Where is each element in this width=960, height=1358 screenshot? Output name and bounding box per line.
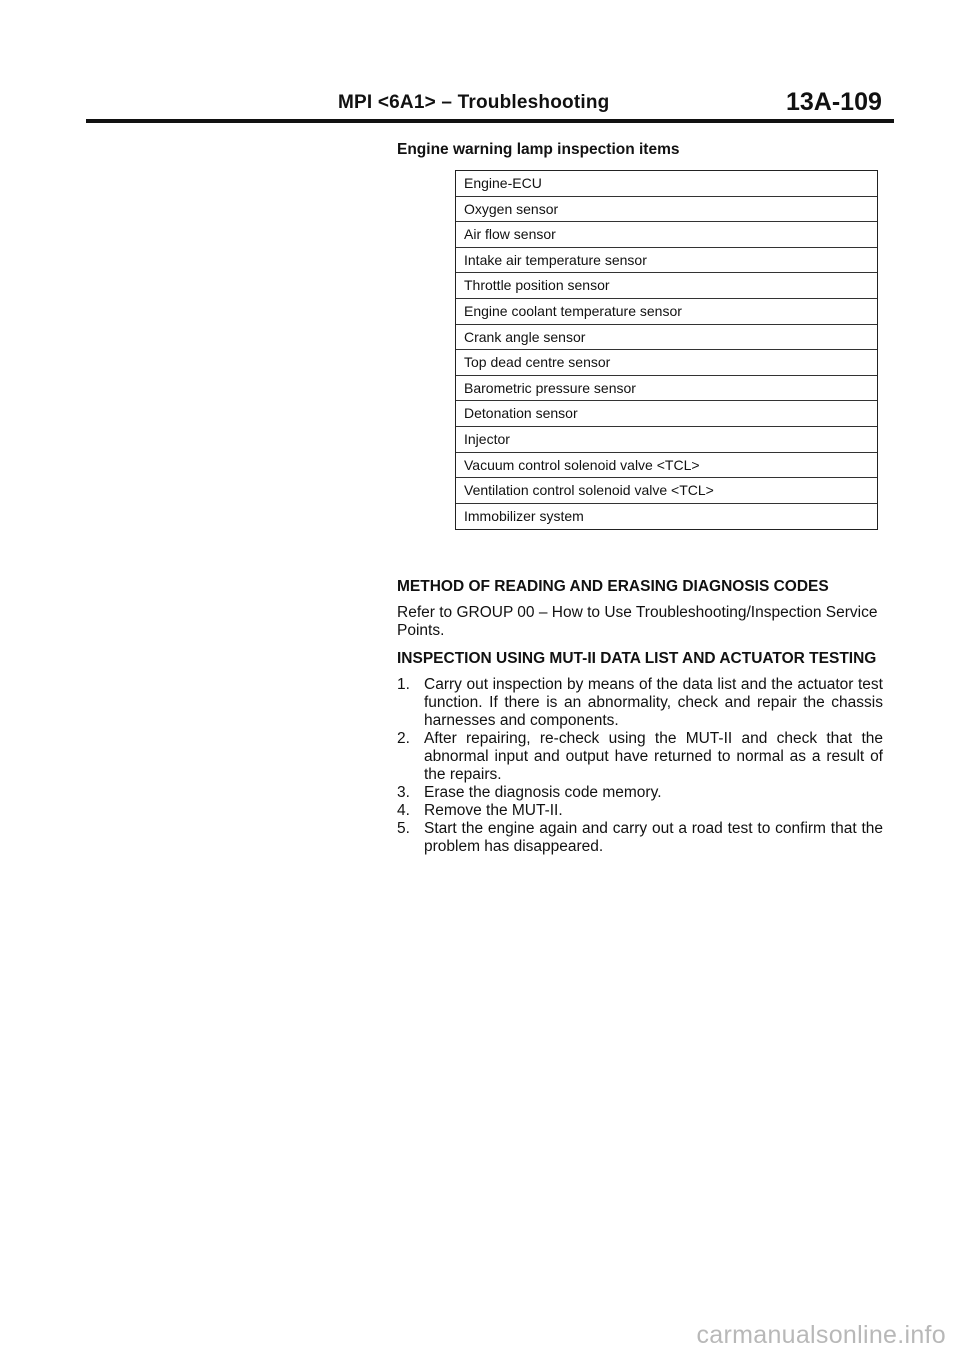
table-row: Top dead centre sensor <box>456 350 877 376</box>
mut-inspection-heading: INSPECTION USING MUT-II DATA LIST AND ACTUATOR TESTING <box>397 650 877 667</box>
table-row: Oxygen sensor <box>456 197 877 223</box>
step-number: 3. <box>397 784 410 801</box>
step-text: Carry out inspection by means of the data list and the actuator test function. If there is an abnormality, check and repair the chassis harnesses and components. <box>424 676 883 729</box>
watermark-link[interactable]: carmanualsonline.info <box>696 1321 946 1349</box>
list-item <box>397 820 883 856</box>
step-number: 5. <box>397 820 410 837</box>
list-item <box>397 802 883 820</box>
step-text: Remove the MUT-II. <box>424 802 563 819</box>
step-text: After repairing, re-check using the MUT-II and check that the abnormal input and output have returned to normal as a result of the repairs. <box>424 730 883 783</box>
table-row: Engine-ECU <box>456 171 877 197</box>
reading-erasing-text: Refer to GROUP 00 – How to Use Troubleshooting/Inspection Service Points. <box>397 604 878 639</box>
table-row: Throttle position sensor <box>456 273 877 299</box>
step-number: 4. <box>397 802 410 819</box>
page-number: 13A-109 <box>786 88 882 116</box>
table-row: Immobilizer system <box>464 507 584 524</box>
step-number: 1. <box>397 676 410 693</box>
table-row: Engine coolant temperature sensor <box>456 299 877 325</box>
procedure-content <box>397 578 883 856</box>
table-row: Barometric pressure sensor <box>456 376 877 402</box>
table-row: Vacuum control solenoid valve <TCL> <box>456 453 877 479</box>
table-row: Detonation sensor <box>456 401 877 427</box>
list-item <box>397 676 883 730</box>
lamp-items-table <box>455 170 878 530</box>
mut-steps-list <box>397 676 883 856</box>
table-row: Air flow sensor <box>456 222 877 248</box>
step-number: 2. <box>397 730 410 747</box>
step-text: Erase the diagnosis code memory. <box>424 784 662 801</box>
lamp-items-heading: Engine warning lamp inspection items <box>397 141 680 158</box>
table-row: Intake air temperature sensor <box>456 248 877 274</box>
list-item <box>397 730 883 784</box>
reading-erasing-heading: METHOD OF READING AND ERASING DIAGNOSIS CODES <box>397 578 829 595</box>
step-text: Start the engine again and carry out a road test to confirm that the problem has disappeared. <box>424 820 883 855</box>
table-row: Crank angle sensor <box>456 325 877 351</box>
list-item <box>397 784 883 802</box>
table-row: Injector <box>456 427 877 453</box>
header-divider <box>86 119 894 123</box>
table-row: Ventilation control solenoid valve <TCL> <box>456 478 877 504</box>
page-title: MPI <6A1> – Troubleshooting <box>338 92 610 113</box>
